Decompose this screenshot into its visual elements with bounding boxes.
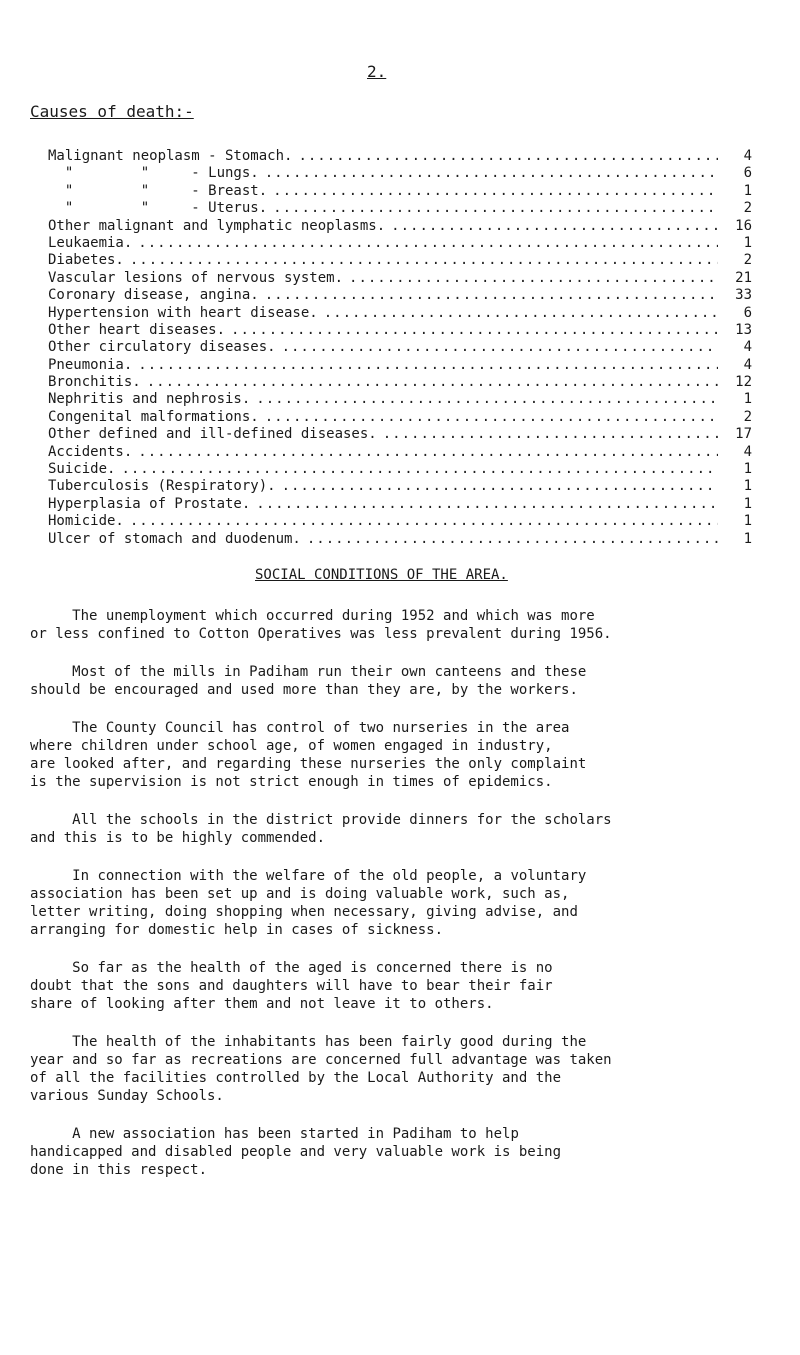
dot-leader	[132, 235, 718, 252]
dot-leader	[385, 218, 718, 235]
dot-leader	[292, 148, 718, 165]
cause-label: Accidents.	[48, 443, 133, 460]
social-conditions-text	[30, 607, 775, 1199]
cause-count: 21	[735, 269, 752, 286]
cause-row	[48, 183, 752, 200]
paragraph: The County Council has control of two nurseries in the area where children under school age, of women engaged in industry, are looked after, and regarding these nurseries the only complaint is the supervision is not strict enough in times of epidemics.	[30, 720, 587, 790]
cause-label: Other circulatory diseases.	[48, 339, 276, 356]
cause-count: 1	[743, 530, 752, 547]
cause-row	[48, 322, 752, 339]
cause-count: 13	[735, 321, 752, 338]
dot-leader	[132, 444, 718, 461]
cause-count: 12	[735, 374, 752, 391]
dot-leader	[225, 322, 718, 339]
cause-count: 4	[743, 356, 752, 373]
cause-label: Diabetes.	[48, 252, 124, 269]
cause-count: 1	[743, 495, 752, 512]
cause-label: Congenital malformations.	[48, 408, 259, 425]
cause-count: 2	[743, 200, 752, 217]
cause-count: 4	[743, 339, 752, 356]
cause-row	[48, 305, 752, 322]
cause-count: 1	[743, 391, 752, 408]
cause-row	[48, 218, 752, 235]
cause-row	[48, 391, 752, 408]
cause-count: 1	[743, 182, 752, 199]
cause-count: 2	[743, 408, 752, 425]
cause-label: Malignant neoplasm - Stomach.	[48, 148, 293, 164]
paragraph: So far as the health of the aged is concerned there is no doubt that the sons and daughters will have to bear their fair share of looking after them and not leave it to others.	[30, 960, 553, 1012]
dot-leader	[115, 461, 718, 478]
paragraph: Most of the mills in Padiham run their own canteens and these should be encouraged and used more than they are, by the workers.	[30, 664, 587, 698]
cause-count: 6	[743, 165, 752, 182]
dot-leader	[267, 200, 718, 217]
cause-count: 16	[735, 217, 752, 234]
cause-label: Nephritis and nephrosis.	[48, 391, 251, 408]
paragraph: The unemployment which occurred during 1952 and which was more or less confined to Cotton Operatives was less prevalent during 1956.	[30, 608, 612, 642]
cause-count: 33	[735, 287, 752, 304]
cause-row	[48, 235, 752, 252]
cause-count: 1	[743, 513, 752, 530]
cause-row	[48, 200, 752, 217]
cause-count: 1	[743, 461, 752, 478]
cause-label: Homicide.	[48, 513, 124, 530]
cause-label: Hyperplasia of Prostate.	[48, 495, 251, 512]
dot-leader	[377, 426, 718, 443]
cause-label: Leukaemia.	[48, 234, 133, 251]
cause-row	[48, 374, 752, 391]
cause-row	[48, 478, 752, 495]
dot-leader	[250, 496, 718, 513]
page-number: 2.	[367, 62, 387, 81]
cause-row	[48, 339, 752, 356]
dot-leader	[250, 391, 718, 408]
cause-count: 6	[743, 304, 752, 321]
cause-label: Other heart diseases.	[48, 321, 226, 338]
cause-row	[48, 165, 752, 182]
dot-leader	[276, 478, 718, 495]
cause-row	[48, 148, 752, 165]
cause-row	[48, 252, 752, 269]
cause-count: 1	[743, 478, 752, 495]
dot-leader	[318, 305, 718, 322]
causes-of-death-heading: Causes of death:-	[30, 102, 194, 121]
cause-row	[48, 270, 752, 287]
paragraph: The health of the inhabitants has been fairly good during the year and so far as recreations are concerned full advantage was taken of all the facilities controlled by the Local Authority and the various Sunday Schools.	[30, 1034, 612, 1104]
paragraph: In connection with the welfare of the old people, a voluntary association has been set up and is doing valuable work, such as, letter writing, doing shopping when necessary, giving advise, and arranging for domestic help in cases of sickness.	[30, 868, 587, 938]
cause-label: Coronary disease, angina.	[48, 287, 259, 304]
cause-count: 4	[743, 443, 752, 460]
cause-row	[48, 461, 752, 478]
cause-count: 1	[743, 234, 752, 251]
cause-count: 4	[743, 148, 752, 164]
social-conditions-title: SOCIAL CONDITIONS OF THE AREA.	[255, 567, 508, 583]
cause-label: " " - Lungs.	[48, 165, 259, 182]
dot-leader	[124, 252, 718, 269]
cause-label: Bronchitis.	[48, 374, 141, 391]
cause-label: Suicide.	[48, 461, 116, 478]
cause-row	[48, 496, 752, 513]
cause-label: " " - Breast.	[48, 182, 268, 199]
cause-row	[48, 444, 752, 461]
paragraph: A new association has been started in Padiham to help handicapped and disabled people and very valuable work is being done in this respect.	[30, 1126, 562, 1178]
dot-leader	[259, 165, 718, 182]
cause-count: 2	[743, 252, 752, 269]
cause-label: Vascular lesions of nervous system.	[48, 269, 344, 286]
cause-row	[48, 357, 752, 374]
cause-row	[48, 531, 752, 548]
dot-leader	[276, 339, 718, 356]
paragraph: All the schools in the district provide dinners for the scholars and this is to be highly commended.	[30, 812, 612, 846]
cause-label: Ulcer of stomach and duodenum.	[48, 530, 301, 547]
dot-leader	[267, 183, 718, 200]
cause-label: Tuberculosis (Respiratory).	[48, 478, 276, 495]
cause-row	[48, 513, 752, 530]
dot-leader	[259, 287, 718, 304]
cause-label: " " - Uterus.	[48, 200, 268, 217]
dot-leader	[343, 270, 718, 287]
cause-row	[48, 287, 752, 304]
cause-row	[48, 409, 752, 426]
dot-leader	[132, 357, 718, 374]
causes-of-death-table	[48, 148, 752, 548]
cause-row	[48, 426, 752, 443]
dot-leader	[259, 409, 718, 426]
cause-label: Other defined and ill-defined diseases.	[48, 426, 377, 443]
cause-label: Hypertension with heart disease.	[48, 304, 318, 321]
dot-leader	[301, 531, 718, 548]
cause-count: 17	[735, 426, 752, 443]
cause-label: Pneumonia.	[48, 356, 133, 373]
cause-label: Other malignant and lymphatic neoplasms.	[48, 217, 386, 234]
dot-leader	[141, 374, 718, 391]
dot-leader	[124, 513, 718, 530]
